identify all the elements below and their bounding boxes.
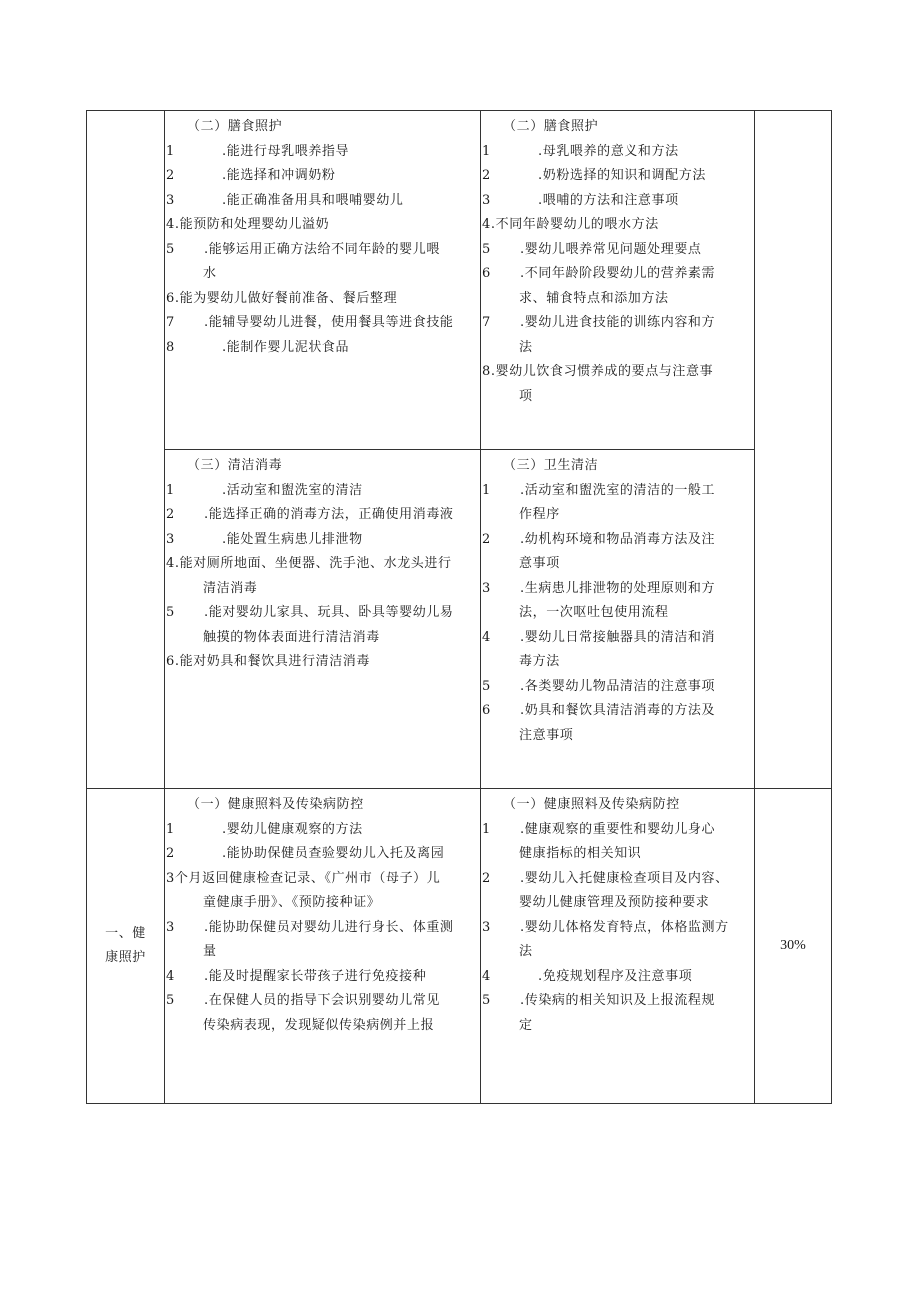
item-number: 5 xyxy=(482,678,491,694)
item-continuation: 婴幼儿健康管理及预防接种要求 xyxy=(519,895,710,910)
item-text: .喂哺的方法和注意事项 xyxy=(538,192,679,208)
item-text: .能进行母乳喂养指导 xyxy=(222,143,350,159)
item-text: .婴幼儿进食技能的训练内容和方 xyxy=(520,315,716,330)
item-number: 2 xyxy=(482,168,491,183)
list-item xyxy=(481,965,751,990)
knowledge-cell xyxy=(481,450,755,789)
list-item xyxy=(481,867,751,892)
item-text: .活动室和盥洗室的清洁 xyxy=(222,482,363,498)
subsection-heading: （一）健康照料及传染病防控 xyxy=(503,797,680,812)
section-cell xyxy=(87,789,165,1104)
item-number: 3 xyxy=(166,192,175,208)
list-item: 6.能为婴幼儿做好餐前准备、餐后整理 xyxy=(166,290,398,306)
list-item xyxy=(481,818,751,843)
list-item xyxy=(165,965,478,990)
item-text: .不同年龄阶段婴幼儿的营养素需 xyxy=(520,266,716,281)
item-text: .婴幼儿体格发育特点，体格监测方 xyxy=(520,919,729,935)
list-item xyxy=(481,238,751,263)
list-item xyxy=(481,528,751,553)
table-row xyxy=(87,450,832,789)
item-continuation: 注意事项 xyxy=(519,727,574,743)
list-item xyxy=(481,262,751,287)
item-number: 2 xyxy=(166,507,175,522)
item-number: 3 xyxy=(482,192,491,208)
list-item xyxy=(481,916,751,941)
item-number: 5 xyxy=(166,993,175,1008)
list-item xyxy=(165,140,478,165)
list-item xyxy=(481,626,751,651)
item-number: 1 xyxy=(482,821,491,837)
list-item xyxy=(481,189,751,214)
item-number: 1 xyxy=(166,143,175,159)
item-text: .能及时提醒家长带孩子进行免疫接种 xyxy=(204,968,427,984)
table-row xyxy=(87,111,832,450)
item-text: .生病患儿排泄物的处理原则和方 xyxy=(520,580,716,596)
item-number: 4 xyxy=(482,629,491,645)
item-continuation: 健康指标的相关知识 xyxy=(519,846,642,861)
item-text: .能正确准备用具和喂哺婴幼儿 xyxy=(222,192,404,208)
table-row xyxy=(87,789,832,1104)
list-item xyxy=(165,842,478,867)
item-number: 3 xyxy=(166,919,175,935)
item-number: 1 xyxy=(482,143,491,159)
list-item xyxy=(165,601,478,626)
subsection-heading: （二）膳食照护 xyxy=(503,119,599,134)
list-item xyxy=(481,140,751,165)
item-continuation: 传染病表现，发现疑似传染病例并上报 xyxy=(203,1017,435,1033)
item-text: .能辅导婴幼儿进餐，使用餐具等进食技能 xyxy=(204,315,454,330)
item-continuation: 作程序 xyxy=(519,507,560,522)
item-number: 5 xyxy=(166,241,175,257)
item-continuation: 求、辅食特点和添加方法 xyxy=(519,290,669,306)
item-continuation: 项 xyxy=(519,388,533,404)
item-number: 4 xyxy=(482,968,491,984)
item-number: 2 xyxy=(166,846,175,861)
item-text: .传染病的相关知识及上报流程规 xyxy=(520,993,716,1008)
item-number: 5 xyxy=(166,605,175,620)
list-item xyxy=(165,528,478,553)
item-text: .能处置生病患儿排泄物 xyxy=(222,531,363,547)
list-item xyxy=(481,989,751,1014)
list-item xyxy=(481,577,751,602)
skills-cell xyxy=(165,450,481,789)
item-text: .幼机构环境和物品消毒方法及注 xyxy=(520,531,716,547)
item-number: 7 xyxy=(482,315,491,330)
item-text: .能够运用正确方法给不同年龄的婴儿喂 xyxy=(204,241,440,257)
item-continuation: 定 xyxy=(519,1017,533,1033)
item-number: 3 xyxy=(166,531,175,547)
item-continuation: 法，一次呕吐包使用流程 xyxy=(519,605,669,620)
knowledge-cell xyxy=(481,789,755,1104)
list-item xyxy=(165,479,478,504)
item-continuation: 清洁消毒 xyxy=(203,580,258,596)
item-text: .母乳喂养的意义和方法 xyxy=(538,143,679,159)
item-text: .能制作婴儿泥状食品 xyxy=(222,339,350,355)
item-number: 1 xyxy=(166,482,175,498)
list-item xyxy=(481,311,751,336)
item-continuation: 毒方法 xyxy=(519,654,560,669)
list-item xyxy=(481,479,751,504)
item-text: .奶粉选择的知识和调配方法 xyxy=(538,168,706,183)
item-number: 2 xyxy=(482,870,491,886)
item-continuation: 意事项 xyxy=(519,556,560,571)
item-text: .奶具和餐饮具清洁消毒的方法及 xyxy=(520,703,716,718)
item-text: .健康观察的重要性和婴幼儿身心 xyxy=(520,821,716,837)
item-number: 2 xyxy=(482,531,491,547)
list-item xyxy=(481,699,751,724)
list-item xyxy=(165,336,478,361)
section-title: 一、健康照护 xyxy=(105,926,146,965)
item-text: .婴幼儿喂养常见问题处理要点 xyxy=(520,241,702,257)
subsection-heading: （三）卫生清洁 xyxy=(503,458,599,473)
item-text: .活动室和盥洗室的清洁的一般工 xyxy=(520,482,716,498)
item-text: .能对婴幼儿家具、玩具、卧具等婴幼儿易 xyxy=(204,605,454,620)
item-number: 6 xyxy=(482,266,491,281)
item-text: .能协助保健员查验婴幼儿入托及离园 xyxy=(222,846,445,861)
list-item xyxy=(165,818,478,843)
subsection-heading: （一）健康照料及传染病防控 xyxy=(187,797,364,812)
item-continuation: 触摸的物体表面进行清洁消毒 xyxy=(203,629,380,645)
item-number: 8 xyxy=(166,339,175,355)
weight-cell-empty xyxy=(755,111,832,789)
list-item: 4.能对厕所地面、坐便器、洗手池、水龙头进行 xyxy=(166,556,452,571)
list-item xyxy=(165,916,478,941)
list-item xyxy=(481,164,751,189)
item-continuation: 法 xyxy=(519,339,533,355)
item-text: .婴幼儿健康观察的方法 xyxy=(222,821,363,837)
item-text: .婴幼儿入托健康检查项目及内容、 xyxy=(520,870,729,886)
list-item: 4.不同年龄婴幼儿的喂水方法 xyxy=(482,217,659,232)
item-text: .能选择正确的消毒方法，正确使用消毒液 xyxy=(204,507,454,522)
item-number: 7 xyxy=(166,315,175,330)
item-number: 5 xyxy=(482,241,491,257)
item-number: 3 xyxy=(482,919,491,935)
skills-cell xyxy=(165,111,481,450)
list-item xyxy=(165,989,478,1014)
list-item: 3个月返回健康检查记录、《广州市（母子）儿 xyxy=(166,870,441,886)
item-number: 4 xyxy=(166,968,175,984)
item-text: .各类婴幼儿物品清洁的注意事项 xyxy=(520,678,716,694)
item-continuation: 量 xyxy=(203,944,217,959)
item-continuation: 童健康手册》、《预防接种证》 xyxy=(203,895,381,910)
subsection-heading: （二）膳食照护 xyxy=(187,119,283,134)
section-cell-empty xyxy=(87,111,165,789)
item-number: 2 xyxy=(166,168,175,183)
curriculum-table xyxy=(86,110,832,1104)
item-text: .在保健人员的指导下会识别婴幼儿常见 xyxy=(204,993,440,1008)
list-item xyxy=(481,675,751,700)
skills-cell xyxy=(165,789,481,1104)
subsection-heading: （三）清洁消毒 xyxy=(187,458,283,473)
list-item: 4.能预防和处理婴幼儿溢奶 xyxy=(166,217,330,232)
knowledge-cell xyxy=(481,111,755,450)
item-number: 6 xyxy=(482,703,491,718)
list-item xyxy=(165,189,478,214)
item-text: .婴幼儿日常接触器具的清洁和消 xyxy=(520,629,716,645)
item-number: 1 xyxy=(166,821,175,837)
item-continuation: 法 xyxy=(519,944,533,959)
item-continuation: 水 xyxy=(203,266,217,281)
list-item xyxy=(165,311,478,336)
item-number: 1 xyxy=(482,482,491,498)
item-text: .能选择和冲调奶粉 xyxy=(222,168,336,183)
item-text: .免疫规划程序及注意事项 xyxy=(538,968,693,984)
list-item xyxy=(165,238,478,263)
weight-percent: 30% xyxy=(755,789,832,1104)
list-item: 8.婴幼儿饮食习惯养成的要点与注意事 xyxy=(482,364,714,379)
list-item xyxy=(165,503,478,528)
item-text: .能协助保健员对婴幼儿进行身长、体重测 xyxy=(204,919,454,935)
list-item xyxy=(165,164,478,189)
list-item: 6.能对奶具和餐饮具进行清洁消毒 xyxy=(166,654,371,669)
item-number: 5 xyxy=(482,993,491,1008)
item-number: 3 xyxy=(482,580,491,596)
